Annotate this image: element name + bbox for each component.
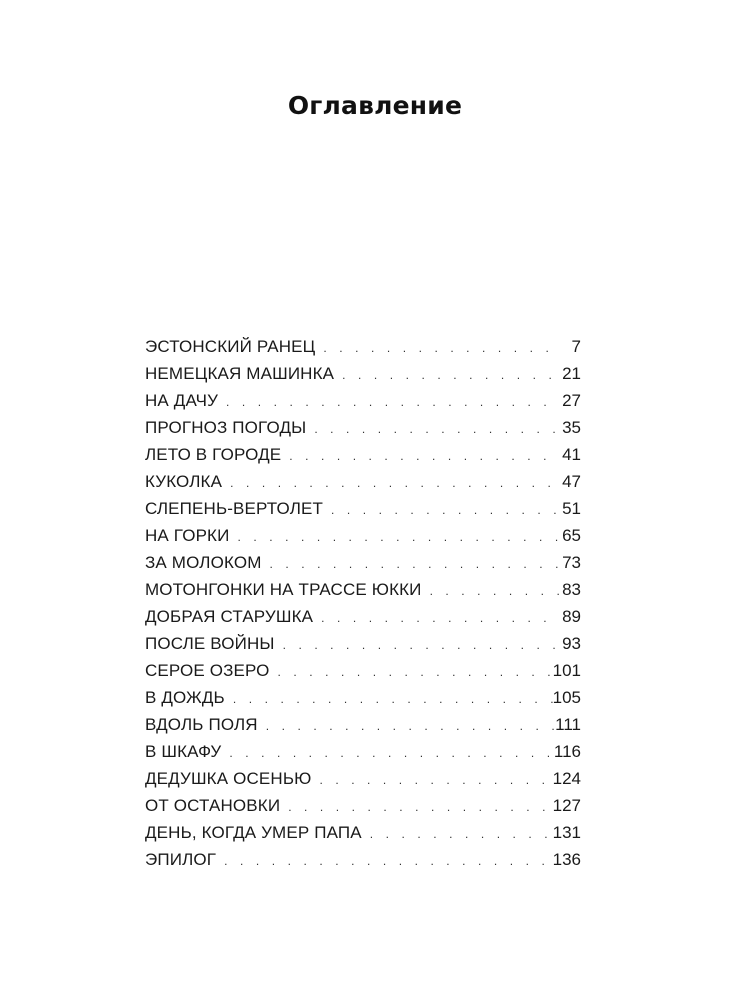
toc-entry[interactable]: [145, 630, 581, 657]
toc-entry-title: ОТ ОСТАНОВКИ: [145, 796, 281, 815]
toc-entry-title: КУКОЛКА: [145, 472, 223, 491]
toc-entry[interactable]: [145, 495, 581, 522]
toc-entry-title: НЕМЕЦКАЯ МАШИНКА: [145, 364, 335, 383]
toc-entry[interactable]: [145, 387, 581, 414]
toc-page-number: 89: [562, 607, 581, 626]
toc-dot-leader: [334, 362, 559, 389]
toc-dot-leader: [225, 686, 553, 713]
toc-entry-title: ЭСТОНСКИЙ РАНЕЦ: [145, 337, 316, 356]
toc-entry-title: ДОБРАЯ СТАРУШКА: [145, 607, 314, 626]
toc-page-number: 65: [562, 526, 581, 545]
toc-page-number: 93: [562, 634, 581, 653]
toc-entry[interactable]: [145, 414, 581, 441]
toc-page-number: 27: [562, 391, 581, 410]
toc-entry-title: МОТОНГОНКИ НА ТРАССЕ ЮККИ: [145, 580, 422, 599]
toc-page-number: 136: [552, 850, 581, 869]
toc-dot-leader: [262, 551, 560, 578]
toc-entry-title: СЛЕПЕНЬ-ВЕРТОЛЕТ: [145, 499, 324, 518]
toc-entry-title: ЛЕТО В ГОРОДЕ: [145, 445, 282, 464]
toc-dot-leader: [280, 794, 552, 821]
toc-entry-title: ПРОГНОЗ ПОГОДЫ: [145, 418, 307, 437]
toc-page-number: 21: [562, 364, 581, 383]
toc-dot-leader: [306, 416, 559, 443]
toc-entry[interactable]: [145, 468, 581, 495]
toc-dot-leader: [258, 713, 555, 740]
toc-entry[interactable]: [145, 846, 581, 873]
toc-entry-title: ДЕДУШКА ОСЕНЬЮ: [145, 769, 312, 788]
toc-page-number: 35: [562, 418, 581, 437]
toc-entry[interactable]: [145, 576, 581, 603]
toc-dot-leader: [422, 578, 559, 605]
toc-entry[interactable]: [145, 441, 581, 468]
toc-entry[interactable]: [145, 765, 581, 792]
toc-entry-title: НА ГОРКИ: [145, 526, 230, 545]
toc-entry[interactable]: [145, 603, 581, 630]
toc-entry-title: ЭПИЛОГ: [145, 850, 217, 869]
toc-page-number: 83: [562, 580, 581, 599]
toc-entry-title: ЗА МОЛОКОМ: [145, 553, 262, 572]
toc-page-number: 101: [552, 661, 581, 680]
toc-entry[interactable]: [145, 792, 581, 819]
toc-dot-leader: [216, 848, 552, 875]
toc-dot-leader: [229, 524, 559, 551]
toc-page-number: 124: [552, 769, 581, 788]
toc-page-number: 111: [555, 715, 581, 734]
toc-dot-leader: [313, 605, 559, 632]
toc-entry[interactable]: [145, 522, 581, 549]
toc-page-number: 47: [562, 472, 581, 491]
toc-entry[interactable]: [145, 549, 581, 576]
toc-dot-leader: [275, 632, 559, 659]
toc-dot-leader: [218, 389, 559, 416]
toc-page-number: 41: [562, 445, 581, 464]
toc-page-number: 7: [571, 337, 581, 356]
toc-dot-leader: [315, 335, 559, 362]
toc-dot-leader: [270, 659, 553, 686]
toc-entry-title: В ДОЖДЬ: [145, 688, 225, 707]
toc-page-number: 116: [553, 742, 581, 761]
toc-page-number: 51: [562, 499, 581, 518]
toc-entry[interactable]: [145, 738, 581, 765]
toc-dot-leader: [311, 767, 552, 794]
toc-dot-leader: [281, 443, 559, 470]
toc-entry-title: ВДОЛЬ ПОЛЯ: [145, 715, 258, 734]
toc-entry-title: В ШКАФУ: [145, 742, 222, 761]
toc-page-number: 73: [562, 553, 581, 572]
toc-entry[interactable]: [145, 711, 581, 738]
toc-entry-title: НА ДАЧУ: [145, 391, 219, 410]
toc-page-number: 131: [552, 823, 581, 842]
toc-dot-leader: [362, 821, 553, 848]
toc-entry-title: ПОСЛЕ ВОЙНЫ: [145, 634, 275, 653]
toc-dot-leader: [221, 740, 554, 767]
toc-entry[interactable]: [145, 360, 581, 387]
toc-entry-title: СЕРОЕ ОЗЕРО: [145, 661, 270, 680]
toc-entry-title: ДЕНЬ, КОГДА УМЕР ПАПА: [145, 823, 362, 842]
toc-page-number: 127: [552, 796, 581, 815]
table-of-contents: [145, 333, 581, 873]
toc-entry[interactable]: [145, 333, 581, 360]
toc-dot-leader: [222, 470, 559, 497]
page-title: Оглавление: [287, 90, 463, 120]
toc-dot-leader: [323, 497, 559, 524]
toc-entry[interactable]: [145, 819, 581, 846]
toc-page-number: 105: [552, 688, 581, 707]
toc-entry[interactable]: [145, 684, 581, 711]
toc-entry[interactable]: [145, 657, 581, 684]
